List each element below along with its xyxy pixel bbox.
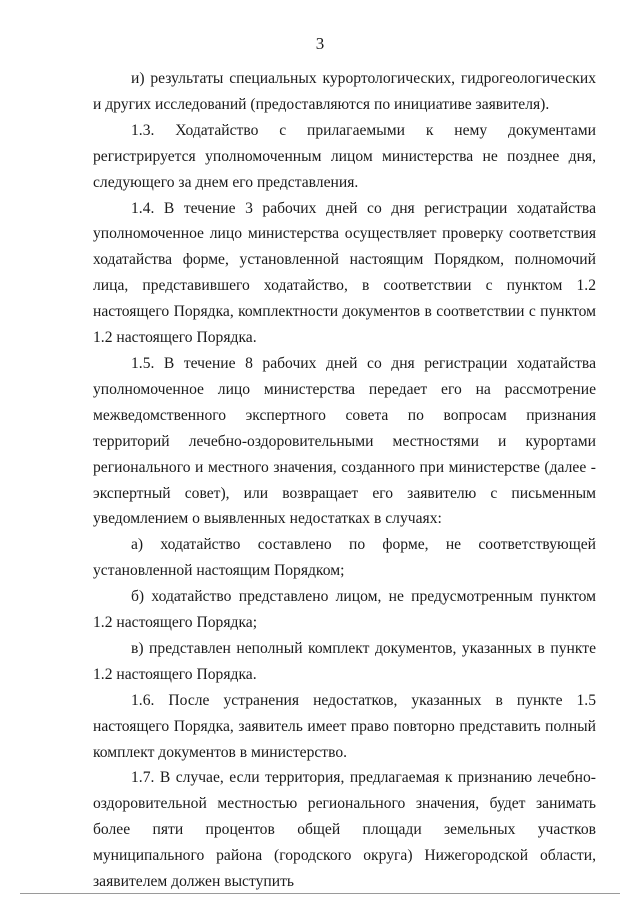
- paragraph-item-b: б) ходатайство представлено лицом, не предусмотренным пунктом 1.2 настоящего Порядка;: [93, 588, 596, 632]
- paragraph-1-7: 1.7. В случае, если территория, предлагаемая к признанию лечебно-оздоровительной местностью регионального значения, будет занимать более пяти процентов общей площади земельных участков муниципального района (городского округа) Нижегородской области, заявителем должен выступить: [93, 769, 596, 891]
- document-body: [93, 66, 596, 895]
- paragraph-item-i: и) результаты специальных курортологических, гидрогеологических и других исследований (предоставляются по инициативе заявителя).: [93, 70, 596, 113]
- paragraph-1-6: 1.6. После устранения недостатков, указанных в пункте 1.5 настоящего Порядка, заявитель имеет право повторно представить полный комплект документов в министерство.: [93, 691, 596, 761]
- page-bottom-divider: [20, 893, 620, 894]
- page-number: 3: [315, 34, 325, 53]
- paragraph-item-a: а) ходатайство составлено по форме, не соответствующей установленной настоящим Порядком;: [93, 536, 596, 580]
- paragraph-1-3: 1.3. Ходатайство с прилагаемыми к нему документами регистрируется уполномоченным лицом министерства не позднее дня, следующего за днем его представления.: [93, 121, 596, 191]
- paragraph-1-4: 1.4. В течение 3 рабочих дней со дня регистрации ходатайства уполномоченное лицо министерства осуществляет проверку соответствия ходатайства форме, установленной настоящим Порядком, полномочий лица, представившего ходатайство, в соответствии с пунктом 1.2 настоящего Порядка, комплектности документов в соответствии с пунктом 1.2 настоящего Порядка.: [93, 199, 596, 347]
- paragraph-item-v: в) представлен неполный комплект документов, указанных в пункте 1.2 настоящего Порядка.: [93, 639, 596, 683]
- paragraph-1-5: 1.5. В течение 8 рабочих дней со дня регистрации ходатайства уполномоченное лицо министерства передает его на рассмотрение межведомственного экспертного совета по вопросам признания территорий лечебно-оздоровительными местностями и курортами регионального и местного значения, созданного при министерстве (далее - экспертный совет), или возвращает его заявителю с письменным уведомлением о выявленных недостатках в случаях:: [93, 354, 596, 528]
